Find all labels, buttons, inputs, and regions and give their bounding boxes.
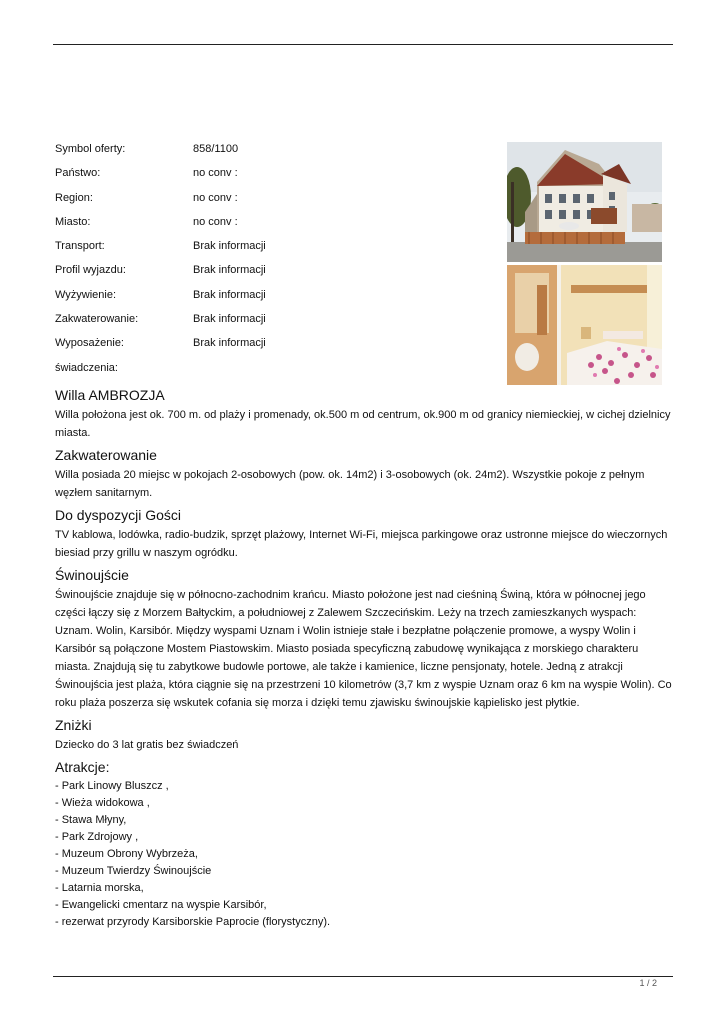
info-value: Brak informacji (193, 337, 266, 350)
list-item: - Muzeum Twierdzy Świnoujście (55, 865, 212, 877)
header-rule (53, 44, 673, 45)
villa-exterior-photo (507, 142, 662, 262)
section-title-discounts: Zniżki (55, 717, 92, 733)
info-value: no conv : (193, 191, 238, 204)
info-row (55, 164, 475, 188)
info-value: 858/1100 (193, 143, 239, 155)
list-item: - Muzeum Obrony Wybrzeża, (55, 848, 198, 860)
info-label: Miasto: (55, 215, 91, 228)
list-item: - rezerwat przyrody Karsiborskie Paprocie (florystyczny). (55, 916, 331, 928)
list-item: - Stawa Młyny, (55, 814, 127, 826)
info-row (55, 359, 475, 383)
section-title-accommodation: Zakwaterowanie (55, 447, 157, 463)
list-item: - Wieża widokowa , (55, 797, 150, 809)
info-row (55, 310, 475, 334)
info-label: świadczenia: (55, 361, 118, 374)
offer-description (55, 384, 675, 931)
section-title-villa: Willa AMBROZJA (55, 387, 165, 403)
info-value: Brak informacji (193, 264, 266, 277)
section-title-city: Świnoujście (55, 567, 129, 583)
section-title-guests: Do dyspozycji Gości (55, 507, 182, 523)
info-value: no conv : (193, 167, 238, 180)
info-row (55, 237, 475, 261)
list-item: - Latarnia morska, (55, 882, 144, 894)
info-label: Transport: (55, 240, 105, 253)
info-label: Profil wyjazdu: (55, 264, 126, 277)
info-value: Brak informacji (193, 313, 266, 326)
info-value: Brak informacji (193, 240, 266, 253)
offer-info-table (55, 140, 475, 383)
section-text-guests: TV kablowa, lodówka, radio-budzik, sprzęt plażowy, Internet Wi-Fi, miejsca parkingowe oraz ustronne miejsce do wieczornych biesiad przy grillu w naszym ogródku. (55, 529, 668, 559)
section-text-city: Świnoujście znajduje się w północno-zachodnim krańcu. Miasto położone jest nad cieśniną Świną, która w północnej jego części łączy się z Morzem Bałtyckim, a południowej z Zalewem Szczecińskim. Leży na trzech zamieszkanych wyspach: Uznam. Wolin, Karsibór. Między wyspami Uznam i Wolin istnieje stałe i bezpłatne połączenie promowe, a wyspy Wolin i Karsibór są połączone Mostem Piastowskim. Miasto posiada specyficzną zabudowę wynikająca z morskiego charakteru miasta. Znajdują się tu zabytkowe budowle portowe, ale także i kamienice, liczne pensjonaty, hotele. Jedną z atrakcji Świnoujścia jest plaża, która ciągnie się na przestrzeni 10 kilometrów (3,7 km z wyspie Uznam oraz 6 km na wyspie Wolin). Co roku plaża poszerza się wskutek cofania się morza i dzięki temu zjawisku świnoujskie kąpielisko jest płytkie. (55, 589, 672, 709)
info-label: Państwo: (55, 167, 101, 180)
section-text-accommodation: Willa posiada 20 miejsc w pokojach 2-osobowych (pow. ok. 14m2) i 3-osobowych (ok. 24m2). Wszystkie pokoje z pełnym węzłem sanitarnym. (55, 469, 645, 499)
page-number: 1 / 2 (639, 978, 657, 988)
info-label: Zakwaterowanie: (55, 313, 139, 326)
list-item: - Ewangelicki cmentarz na wyspie Karsibór, (55, 899, 267, 911)
attractions-list (55, 778, 675, 931)
section-title-attractions: Atrakcje: (55, 759, 110, 775)
info-row (55, 334, 475, 358)
villa-room-photo (507, 265, 662, 385)
info-row (55, 189, 475, 213)
info-label: Symbol oferty: (55, 143, 126, 155)
info-label: Region: (55, 191, 93, 204)
info-row (55, 286, 475, 310)
list-item: - Park Linowy Bluszcz , (55, 780, 169, 792)
info-row (55, 261, 475, 285)
section-text-discounts: Dziecko do 3 lat gratis bez świadczeń (55, 739, 239, 751)
list-item: - Park Zdrojowy , (55, 831, 139, 843)
info-value: Brak informacji (193, 288, 266, 301)
footer-rule (53, 976, 673, 977)
info-label: Wyposażenie: (55, 337, 124, 350)
section-text-villa: Willa położona jest ok. 700 m. od plaży i promenady, ok.500 m od centrum, ok.900 m od granicy niemieckiej, w cichej dzielnicy miasta. (55, 409, 671, 439)
info-value: no conv : (193, 215, 238, 228)
info-row (55, 213, 475, 237)
info-row (55, 140, 475, 164)
info-label: Wyżywienie: (55, 288, 117, 301)
